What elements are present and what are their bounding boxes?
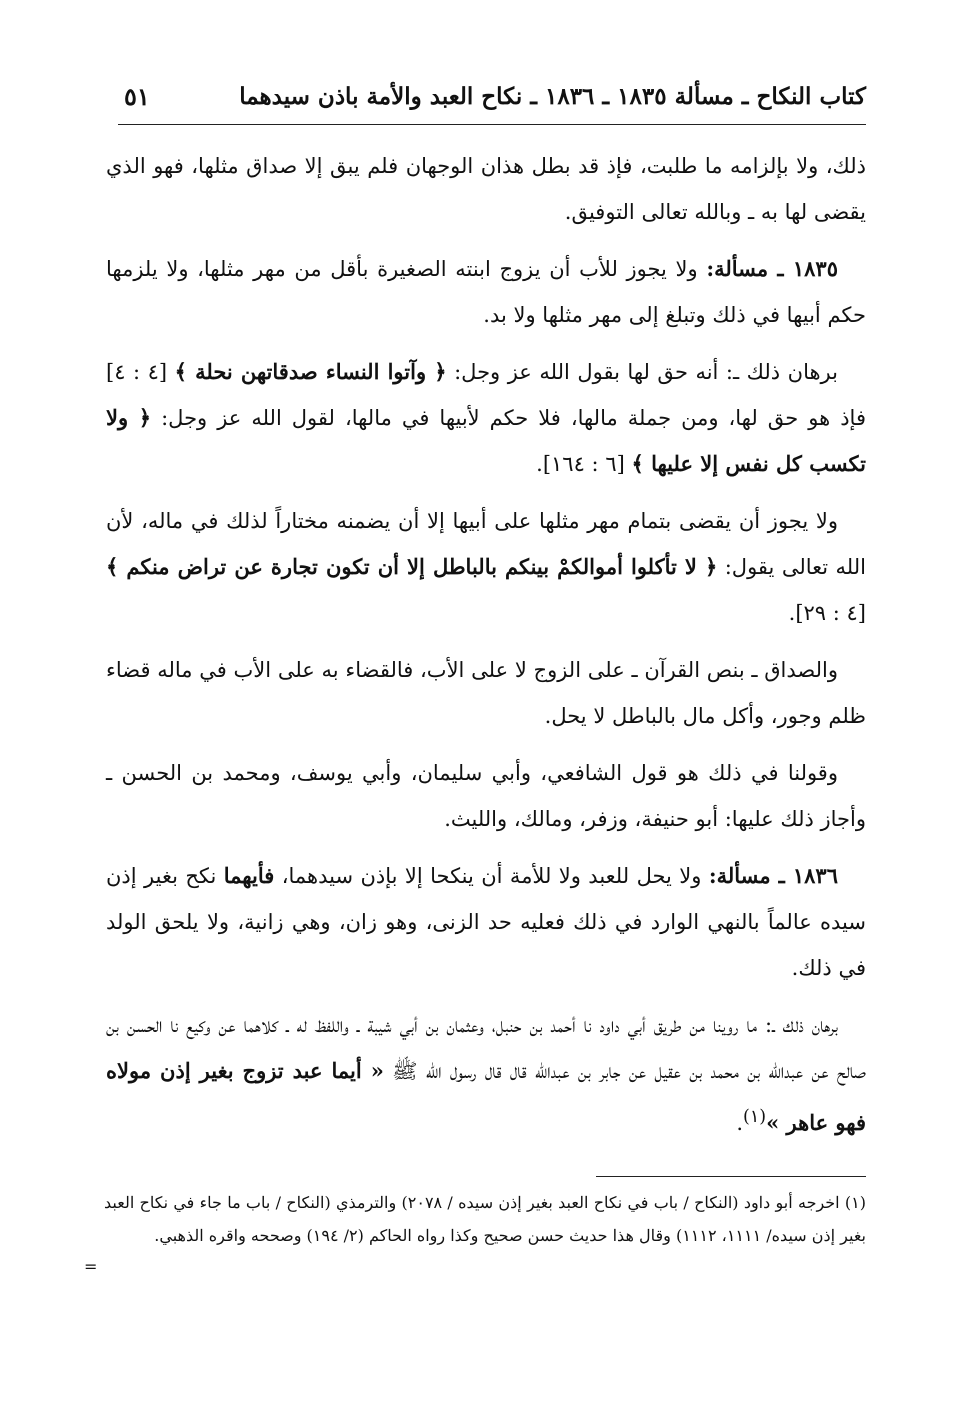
- paragraph-text: وقولنا في ذلك هو قول الشافعي، وأبي سليمان، وأبي يوسف، ومحمد بن الحسن ـ وأجاز ذلك عليها: أبو حنيفة، وزفر، ومالك، والليث.: [106, 761, 866, 831]
- page-number: ٥١: [124, 81, 150, 111]
- paragraph-text: ولا يحل للعبد ولا للأمة أن ينكحا إلا بإذن سيدهما،: [281, 864, 702, 888]
- paragraph-issue-1835: [106, 246, 866, 338]
- paragraph-proof: [106, 349, 866, 487]
- paragraph-text: نكح بغير إذن سيده عالماً بالنهي الوارد في ذلك فعليه حد الزنى، وهو زان، وهي زانية، ولا يلحق الولد في ذلك.: [106, 864, 866, 980]
- verse-reference: [٤ : ٤]: [106, 360, 168, 384]
- quran-verse: ﴿ لا تأكلوا أموالكمْ بينكم بالباطل إلا أن تكون تجارة عن تراض منكم ﴾: [106, 554, 718, 579]
- paragraph-continuation: [106, 143, 866, 235]
- footnote-text: (١) اخرجه أبو داود (النكاح / باب في نكاح العبد بغير إذن سيده / ٢٠٧٨) والترمذي (النكاح / باب ما جاء في نكاح العبد بغير إذن سيده/ ١١١١، ١١١٢) وقال هذا حديث حسن صحيح وكذا رواه الحاكم (٢/ ١٩٤) وصححه واقره الذهبي.: [104, 1193, 867, 1245]
- verse-reference: [٦ : ١٦٤].: [536, 452, 625, 476]
- paragraph-text: ولا يجوز أن يقضى بتمام مهر مثلها على أبيها إلا أن يضمنه مختاراً لذلك في ماله، لأن الله تعالى يقول:: [106, 509, 866, 579]
- paragraph-text: برهان ذلك ـ: أنه حق لها بقول الله عز وجل:: [454, 360, 838, 384]
- paragraph-text: والصداق ـ بنص القرآن ـ على الزوج لا على الأب، فالقضاء به على الأب في ماله قضاء ظلم وجور، وأكل مال بالباطل لا يحل.: [106, 658, 866, 728]
- paragraph-text: ولا يجوز للأب أن يزوج ابنته الصغيرة بأقل من مهر مثلها، ولا يلزمها حكم أبيها في ذلك وتبلغ إلى مهر مثلها ولا بد.: [106, 257, 866, 327]
- paragraph-father-obligation: [106, 498, 866, 636]
- footnote-divider: [596, 1176, 866, 1177]
- issue-heading: ١٨٣٥ ـ مسألة:: [706, 256, 838, 281]
- paragraph-dowry: [106, 647, 866, 739]
- paragraph-opinions: [106, 750, 866, 842]
- paragraph-text: فإذ هو حق لها، ومن جملة مالها، فلا حكم لأبيها في مالها، لقول الله عز وجل:: [161, 406, 866, 430]
- paragraph-text: برهان ذلك ـ: ما روينا من طريق أبي داود نا أحمد بن حنبل، وعثمان بن أبي شيبة ـ واللفظ له ـ كلاهما عن وكيع نا الحسن بن صالح عن عبدالله بن محمد بن عقيل عن جابر بن عبدالله قال قال رسول الله ﷺ: [106, 1013, 866, 1083]
- issue-heading: ١٨٣٦ ـ مسألة:: [708, 863, 838, 888]
- body-text: [106, 143, 866, 1157]
- paragraph-end: .: [736, 1111, 744, 1135]
- footnote-marker: (١): [743, 1107, 767, 1127]
- quran-verse: ﴿ ولا تكسب كل نفس إلا عليها ﴾: [106, 405, 866, 476]
- verse-reference: [٤ : ٢٩].: [788, 601, 866, 625]
- quran-verse: ﴿ وآتوا النساء صدقاتهن نحلة ﴾: [174, 359, 447, 384]
- paragraph-issue-1836: [106, 853, 866, 991]
- hadith-text: « أيما عبد تزوج بغير إذن مولاه فهو عاهر »: [106, 1058, 866, 1135]
- paragraph-hadith-proof: [106, 1002, 866, 1146]
- margin-mark: =: [84, 1257, 98, 1276]
- paragraph-text: ذلك، ولا بإلزامه ما طلبت، فإذ قد بطل هذان الوجهان فلم يبق إلا صداق مثلها، فهو الذي يقضى لها به ـ وبالله تعالى التوفيق.: [106, 154, 866, 224]
- running-title: كتاب النكاح ـ مسألة ١٨٣٥ ـ ١٨٣٦ ـ نكاح العبد والأمة باذن سيدهما: [239, 82, 866, 110]
- page-header: [118, 68, 866, 125]
- footnote: [104, 1186, 866, 1252]
- emphasis-text: فأيهما: [223, 863, 275, 888]
